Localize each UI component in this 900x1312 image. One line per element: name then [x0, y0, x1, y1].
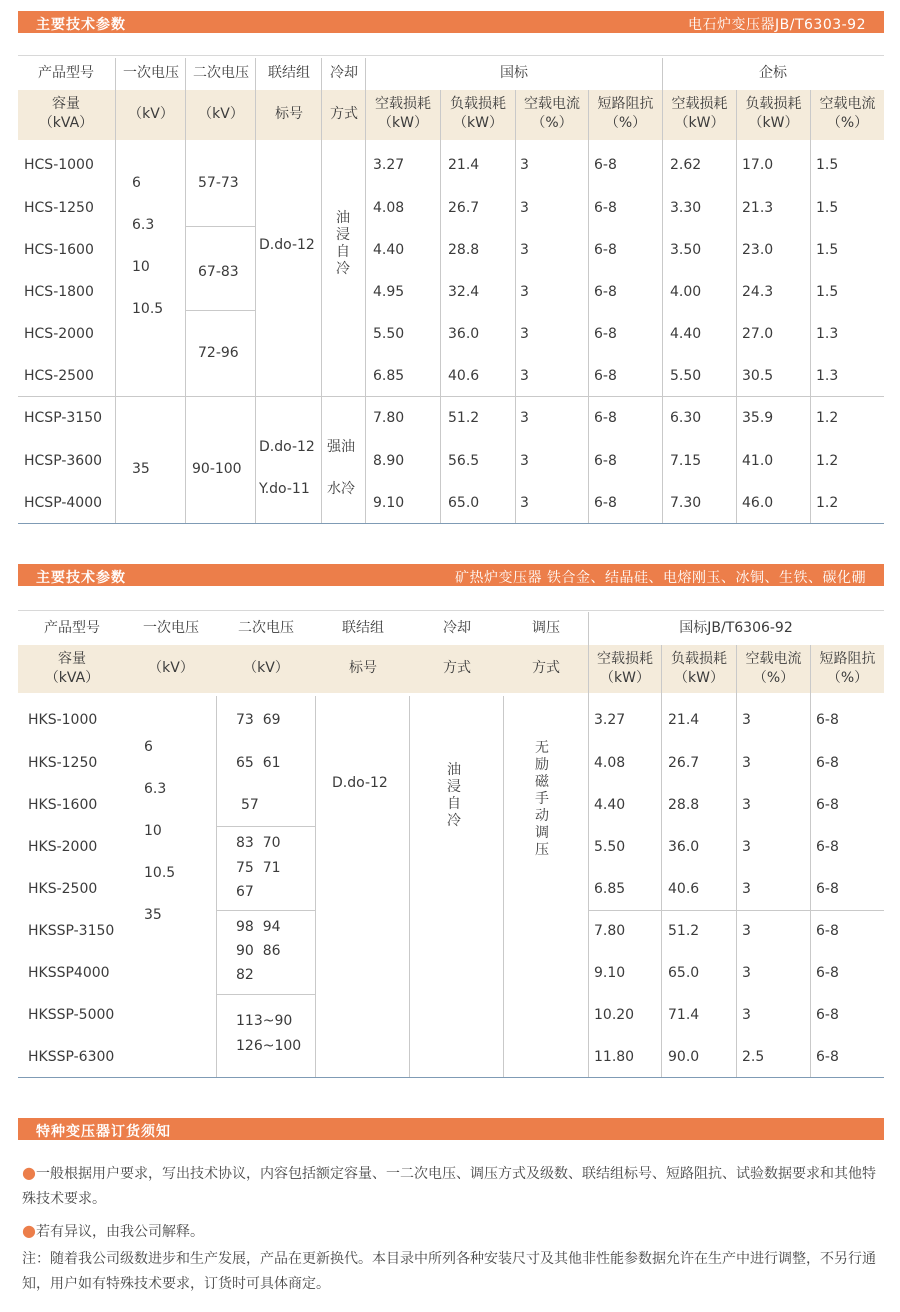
hdr2-col-0: 空载损耗 [597, 651, 653, 667]
value-cell: 32.4 [448, 284, 480, 300]
hdr-col-2: 空载电流 [524, 96, 580, 112]
hdr2-national: 国标JB/T6306-92 [679, 620, 793, 636]
secondary-v-72-96: 72-96 [198, 345, 239, 361]
value-cell: 7.80 [594, 923, 626, 939]
value-cell: 6.30 [670, 410, 702, 426]
hk-cooling: 油浸自冷 [447, 762, 461, 829]
value-cell: 26.7 [668, 755, 700, 771]
value-cell: 51.2 [668, 923, 700, 939]
value-cell: 7.30 [670, 495, 702, 511]
value-cell: 36.0 [448, 326, 480, 342]
value-cell: 2.5 [742, 1049, 765, 1065]
value-cell: 6-8 [594, 495, 617, 511]
hdr-col-6: 空载电流 [819, 96, 876, 112]
cooling-b2: 水冷 [327, 481, 355, 497]
value-cell: 41.0 [742, 453, 774, 469]
hdr2-cool-method: 方式 [443, 660, 471, 676]
hdr-col-unit-4: （kW） [674, 115, 725, 131]
value-cell: 3.27 [373, 157, 405, 173]
value-cell: 3 [520, 368, 529, 384]
value-cell: 6-8 [816, 965, 839, 981]
section2-banner [18, 564, 884, 586]
value-cell: 65.0 [668, 965, 700, 981]
value-cell: 56.5 [448, 453, 480, 469]
value-cell: 1.2 [816, 410, 839, 426]
cooling-b1: 强油 [327, 439, 355, 455]
value-cell: 26.7 [448, 200, 480, 216]
value-cell: 36.0 [668, 839, 700, 855]
hdr-col-unit-1: （kW） [453, 115, 503, 131]
model-cell: HCS-2000 [24, 326, 94, 342]
value-cell: 3 [520, 326, 529, 342]
hdr2-col-unit-1: （kW） [674, 670, 724, 686]
hk-regulation: 无励磁手动调压 [535, 740, 549, 858]
hdr-col-unit-6: （%） [826, 115, 869, 131]
value-cell: 3 [520, 242, 529, 258]
value-cell: 3 [742, 797, 751, 813]
hdr2-kv1: （kV） [148, 660, 194, 676]
hk-secondary-9: 82 [236, 967, 254, 983]
value-cell: 6-8 [594, 368, 617, 384]
hk-secondary-11: 126~100 [236, 1038, 302, 1054]
hdr2-col-unit-3: （%） [826, 670, 869, 686]
value-cell: 4.40 [373, 242, 405, 258]
value-cell: 1.3 [816, 368, 839, 384]
hdr-col-unit-2: （%） [531, 115, 573, 131]
hdr-model: 产品型号 [38, 65, 94, 81]
hk-secondary-1: 73 69 [236, 712, 281, 728]
value-cell: 11.80 [594, 1049, 635, 1065]
hdr2-reg-method: 方式 [532, 660, 560, 676]
hk-conn-group: D.do-12 [332, 775, 388, 791]
value-cell: 6-8 [816, 1007, 839, 1023]
hdr-capacity: 容量 [52, 96, 80, 112]
model-cell: HKS-2500 [28, 881, 98, 897]
value-cell: 3 [742, 1007, 751, 1023]
value-cell: 4.95 [373, 284, 405, 300]
hdr-primary-v: 一次电压 [123, 65, 179, 81]
hdr-col-unit-3: （%） [604, 115, 647, 131]
value-cell: 7.15 [670, 453, 702, 469]
value-cell: 28.8 [448, 242, 480, 258]
hdr-conn-group: 联结组 [268, 65, 310, 81]
value-cell: 4.00 [670, 284, 702, 300]
value-cell: 6-8 [594, 284, 617, 300]
section2-subtitle: 矿热炉变压器 铁合金、结晶硅、电熔刚玉、冰铜、生铁、碳化硼 [455, 570, 866, 586]
model-cell: HCSP-4000 [24, 495, 103, 511]
secondary-v-67-83: 67-83 [198, 264, 239, 280]
bullet-dot-icon: ● [22, 1221, 36, 1240]
value-cell: 6-8 [816, 797, 839, 813]
value-cell: 10.20 [594, 1007, 635, 1023]
section1-title: 主要技术参数 [36, 17, 126, 33]
hk-secondary-3: 57 [241, 797, 259, 813]
model-cell: HCS-1600 [24, 242, 94, 258]
value-cell: 6-8 [816, 712, 839, 728]
model-cell: HCS-1000 [24, 157, 94, 173]
conn-group-a: D.do-12 [259, 237, 315, 253]
value-cell: 4.08 [594, 755, 626, 771]
value-cell: 9.10 [373, 495, 405, 511]
value-cell: 7.80 [373, 410, 405, 426]
value-cell: 3.30 [670, 200, 702, 216]
value-cell: 3 [742, 965, 751, 981]
value-cell: 6-8 [594, 453, 617, 469]
value-cell: 21.4 [668, 712, 700, 728]
hk-secondary-10: 113~90 [236, 1013, 293, 1029]
model-cell: HKSSP-5000 [28, 1007, 115, 1023]
hk-secondary-7: 98 94 [236, 919, 281, 935]
value-cell: 65.0 [448, 495, 480, 511]
value-cell: 6-8 [594, 200, 617, 216]
order-bullet-2-text: 若有异议，由我公司解释。 [35, 1224, 204, 1240]
hdr-col-4: 空载损耗 [671, 96, 728, 112]
value-cell: 3 [742, 839, 751, 855]
value-cell: 1.5 [816, 200, 839, 216]
secondary-v-57-73: 57-73 [198, 175, 239, 191]
conn-group-b1: D.do-12 [259, 439, 315, 455]
value-cell: 5.50 [670, 368, 702, 384]
hdr2-conn-label: 标号 [349, 660, 377, 676]
order-bullet-2 [22, 1218, 882, 1245]
value-cell: 3 [520, 453, 529, 469]
hk-primary-35: 35 [144, 907, 162, 923]
value-cell: 21.4 [448, 157, 480, 173]
value-cell: 4.40 [670, 326, 702, 342]
value-cell: 90.0 [668, 1049, 700, 1065]
hdr2-capacity-unit: （kVA） [44, 670, 100, 686]
value-cell: 3 [520, 495, 529, 511]
value-cell: 3 [520, 200, 529, 216]
hdr2-conn-group: 联结组 [342, 620, 384, 636]
value-cell: 1.5 [816, 157, 839, 173]
value-cell: 30.5 [742, 368, 774, 384]
value-cell: 5.50 [373, 326, 405, 342]
value-cell: 1.5 [816, 284, 839, 300]
hk-secondary-8: 90 86 [236, 943, 281, 959]
model-cell: HCSP-3150 [24, 410, 103, 426]
value-cell: 27.0 [742, 326, 774, 342]
value-cell: 1.5 [816, 242, 839, 258]
hdr2-primary-v: 一次电压 [143, 620, 199, 636]
hdr-secondary-v: 二次电压 [193, 65, 249, 81]
value-cell: 6-8 [594, 242, 617, 258]
value-cell: 23.0 [742, 242, 774, 258]
primary-v-35: 35 [132, 461, 150, 477]
hdr2-cooling: 冷却 [443, 620, 471, 636]
model-cell: HKSSP-3150 [28, 923, 115, 939]
value-cell: 3.50 [670, 242, 702, 258]
model-cell: HKSSP-6300 [28, 1049, 115, 1065]
hdr-col-unit-5: （kW） [748, 115, 799, 131]
hk-primary-10: 10 [144, 823, 162, 839]
section1-banner [18, 11, 884, 33]
value-cell: 46.0 [742, 495, 774, 511]
hdr-kv1: （kV） [128, 106, 174, 122]
hdr-col-1: 负载损耗 [450, 96, 506, 112]
value-cell: 40.6 [448, 368, 480, 384]
value-cell: 9.10 [594, 965, 626, 981]
section2-title: 主要技术参数 [36, 570, 126, 586]
value-cell: 17.0 [742, 157, 774, 173]
primary-v-10-5: 10.5 [132, 301, 164, 317]
cooling-a: 油浸自冷 [336, 210, 350, 277]
value-cell: 1.2 [816, 495, 839, 511]
hdr-col-3: 短路阻抗 [597, 96, 654, 112]
hdr-capacity-unit: （kVA） [38, 115, 94, 131]
value-cell: 3 [520, 284, 529, 300]
value-cell: 6-8 [594, 157, 617, 173]
hk-primary-10-5: 10.5 [144, 865, 176, 881]
value-cell: 6-8 [594, 326, 617, 342]
hdr-national: 国标 [500, 65, 528, 81]
hdr-cool-method: 方式 [330, 106, 358, 122]
section3-banner [18, 1118, 884, 1140]
value-cell: 1.2 [816, 453, 839, 469]
model-cell: HKS-2000 [28, 839, 98, 855]
value-cell: 28.8 [668, 797, 700, 813]
hdr2-model: 产品型号 [44, 620, 100, 636]
hdr2-col-unit-0: （kW） [600, 670, 650, 686]
hk-primary-6-3: 6.3 [144, 781, 167, 797]
value-cell: 4.40 [594, 797, 626, 813]
value-cell: 40.6 [668, 881, 700, 897]
order-note: 注：随着我公司级数进步和生产发展，产品在更新换代。本目录中所列各种安装尺寸及其他非性能参数据允许在生产中进行调整，不另行通知，用户如有特殊技术要求，订货时可具体商定。 [22, 1251, 876, 1292]
model-cell: HCS-1250 [24, 200, 94, 216]
hdr-col-5: 负载损耗 [745, 96, 802, 112]
value-cell: 8.90 [373, 453, 405, 469]
primary-v-6: 6 [132, 175, 141, 191]
hk-secondary-5: 75 71 [236, 860, 281, 876]
value-cell: 6.85 [594, 881, 626, 897]
primary-v-6-3: 6.3 [132, 217, 155, 233]
model-cell: HKS-1600 [28, 797, 98, 813]
order-bullet-1 [22, 1160, 882, 1212]
hdr2-capacity: 容量 [58, 651, 86, 667]
section3-title: 特种变压器订货须知 [36, 1124, 171, 1140]
hdr2-col-2: 空载电流 [745, 651, 802, 667]
value-cell: 6-8 [816, 755, 839, 771]
hdr2-secondary-v: 二次电压 [238, 620, 294, 636]
value-cell: 6-8 [594, 410, 617, 426]
hdr2-col-1: 负载损耗 [671, 651, 727, 667]
model-cell: HKS-1250 [28, 755, 98, 771]
hdr2-regulation: 调压 [532, 620, 560, 636]
value-cell: 3 [742, 881, 751, 897]
model-cell: HKS-1000 [28, 712, 98, 728]
value-cell: 24.3 [742, 284, 774, 300]
value-cell: 6-8 [816, 881, 839, 897]
hdr-kv2: （kV） [198, 106, 244, 122]
hdr-enterprise: 企标 [759, 65, 787, 81]
hdr-cooling: 冷却 [330, 65, 358, 81]
primary-v-10: 10 [132, 259, 150, 275]
section1-subtitle: 电石炉变压器JB/T6303-92 [688, 17, 866, 33]
value-cell: 6.85 [373, 368, 405, 384]
value-cell: 3 [742, 923, 751, 939]
hdr-col-unit-0: （kW） [378, 115, 428, 131]
value-cell: 71.4 [668, 1007, 700, 1023]
secondary-v-90-100: 90-100 [192, 461, 242, 477]
value-cell: 1.3 [816, 326, 839, 342]
value-cell: 3 [742, 712, 751, 728]
value-cell: 3 [742, 755, 751, 771]
value-cell: 6-8 [816, 1049, 839, 1065]
value-cell: 5.50 [594, 839, 626, 855]
model-cell: HCS-2500 [24, 368, 94, 384]
hdr2-col-unit-2: （%） [752, 670, 795, 686]
hdr2-col-3: 短路阻抗 [819, 651, 876, 667]
model-cell: HKSSP4000 [28, 965, 110, 981]
hk-secondary-6: 67 [236, 884, 254, 900]
value-cell: 3 [520, 157, 529, 173]
model-cell: HCS-1800 [24, 284, 94, 300]
hdr-conn-label: 标号 [275, 106, 303, 122]
hk-secondary-2: 65 61 [236, 755, 281, 771]
bullet-dot-icon: ● [22, 1163, 36, 1182]
value-cell: 4.08 [373, 200, 405, 216]
hdr-col-0: 空载损耗 [375, 96, 431, 112]
model-cell: HCSP-3600 [24, 453, 103, 469]
value-cell: 51.2 [448, 410, 480, 426]
value-cell: 35.9 [742, 410, 774, 426]
value-cell: 2.62 [670, 157, 702, 173]
hk-primary-6: 6 [144, 739, 153, 755]
conn-group-b2: Y.do-11 [259, 481, 310, 497]
hdr2-kv2: （kV） [243, 660, 289, 676]
value-cell: 3.27 [594, 712, 626, 728]
hk-secondary-4: 83 70 [236, 835, 281, 851]
value-cell: 6-8 [816, 839, 839, 855]
value-cell: 6-8 [816, 923, 839, 939]
value-cell: 21.3 [742, 200, 774, 216]
value-cell: 3 [520, 410, 529, 426]
order-bullet-1-text: 一般根据用户要求，写出技术协议，内容包括额定容量、一二次电压、调压方式及级数、联结组标号、短路阻抗、试验数据要求和其他特殊技术要求。 [22, 1166, 876, 1207]
